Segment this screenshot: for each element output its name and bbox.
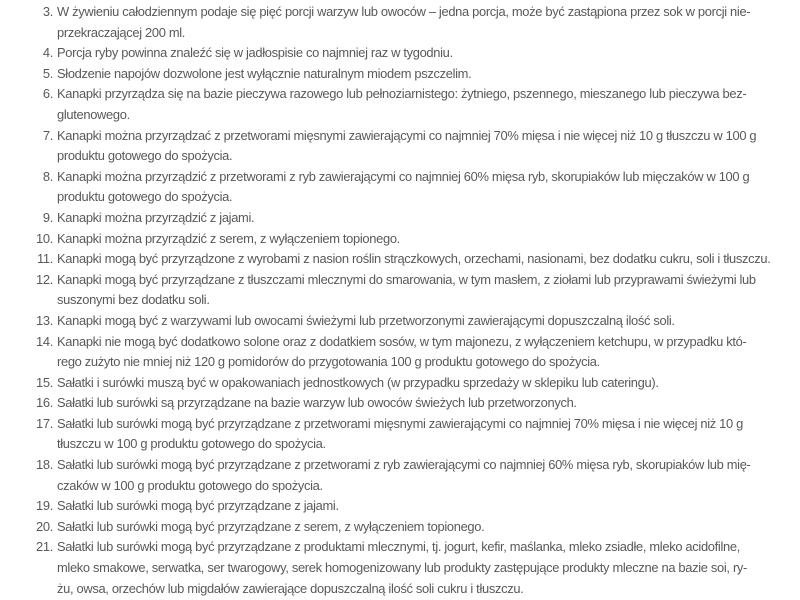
item-line: Kanapki nie mogą być dodatkowo solone oraz z dodatkiem sosów, w tym majonezu, z wyłączeniem ketchupu, w przypadku któ-: [57, 333, 747, 349]
list-item: [29, 517, 800, 538]
item-line: Kanapki można przyrządzić z serem, z wyłączeniem topionego.: [57, 230, 400, 246]
item-line: Sałatki lub surówki mogą być przyrządzane z przetworami mięsnymi zawierającymi co najmniej 70% mięsa i nie więcej niż 10 g: [57, 415, 743, 431]
item-number: 6.: [42, 86, 53, 102]
list-item: [29, 455, 800, 496]
item-line: mleko smakowe, serwatka, ser twarogowy, serek homogenizowany lub produkty zastępujące produkty mleczne na bazie soi, ry-: [57, 560, 748, 576]
item-line: czaków w 100 g produktu gotowego do spożycia.: [57, 477, 323, 493]
item-number: 13.: [36, 312, 53, 328]
item-line: Słodzenie napojów dozwolone jest wyłącznie naturalnym miodem pszczelim.: [57, 65, 472, 81]
item-number: 5.: [42, 65, 53, 81]
item-lines: [57, 126, 800, 167]
item-number: 12.: [36, 271, 53, 287]
item-line: Sałatki i surówki muszą być w opakowaniach jednostkowych (w przypadku sprzedaży w sklepiku lub cateringu).: [57, 374, 659, 390]
item-lines: [57, 249, 800, 270]
item-line: W żywieniu całodziennym podaje się pięć porcji warzyw lub owoców – jedna porcja, może być zastąpiona przez sok w porcji nie-: [57, 4, 751, 19]
list-item: [29, 414, 800, 455]
item-line: produktu gotowego do spożycia.: [57, 189, 233, 205]
list-item: [29, 208, 800, 229]
item-lines: [57, 84, 800, 125]
item-line: Kanapki mogą być przyrządzone z wyrobami z nasion roślin strączkowych, orzechami, nasionami, bez dodatku cukru, soli i tłuszczu.: [57, 251, 771, 267]
item-lines: [57, 373, 800, 394]
item-number: 18.: [36, 457, 53, 473]
list-item: [29, 167, 800, 208]
item-number: 10.: [36, 230, 53, 246]
item-number: 8.: [42, 168, 53, 184]
item-line: suszonymi bez dodatku soli.: [57, 292, 210, 308]
list-item: [29, 43, 800, 64]
list-item: [29, 2, 800, 43]
list-item: [29, 126, 800, 167]
item-line: Sałatki lub surówki mogą być przyrządzane z serem, z wyłączeniem topionego.: [57, 518, 485, 534]
item-lines: [57, 208, 800, 229]
item-number: 20.: [36, 518, 53, 534]
item-line: Kanapki mogą być przyrządzane z tłuszczami mlecznymi do smarowania, w tym masłem, z ziołami lub przyprawami świeżymi lub: [57, 271, 756, 287]
item-number: 9.: [42, 209, 53, 225]
item-lines: [57, 229, 800, 250]
item-lines: [57, 64, 800, 85]
item-number: 11.: [36, 251, 53, 267]
item-line: Sałatki lub surówki mogą być przyrządzane z jajami.: [57, 498, 339, 514]
list-item: [29, 249, 800, 270]
item-line: przekraczającej 200 ml.: [57, 24, 186, 40]
numbered-list: [29, 2, 800, 599]
list-item: [29, 393, 800, 414]
item-lines: [57, 332, 800, 373]
item-line: produktu gotowego do spożycia.: [57, 148, 233, 164]
item-number: 17.: [36, 415, 53, 431]
item-line: Porcja ryby powinna znaleźć się w jadłospisie co najmniej raz w tygodniu.: [57, 45, 453, 61]
list-item: [29, 64, 800, 85]
list-item: [29, 496, 800, 517]
item-number: 7.: [42, 127, 53, 143]
item-line: Sałatki lub surówki mogą być przyrządzane z produktami mlecznymi, tj. jogurt, kefir, maślanka, mleko zsiadłe, mleko acidofilne,: [57, 539, 740, 555]
list-item: [29, 229, 800, 250]
item-line: glutenowego.: [57, 106, 130, 122]
list-item: [29, 270, 800, 311]
item-line: Kanapki można przyrządzić z przetworami z ryb zawierającymi co najmniej 60% mięsa ryb, skorupiaków lub mięczaków w 100 g: [57, 168, 750, 184]
item-line: Sałatki lub surówki mogą być przyrządzane z przetworami z ryb zawierającymi co najmniej 60% mięsa ryb, skorupiaków lub mię-: [57, 457, 751, 473]
item-lines: [57, 517, 800, 538]
item-number: 16.: [36, 395, 53, 411]
item-lines: [57, 311, 800, 332]
item-line: Kanapki można przyrządzić z jajami.: [57, 209, 255, 225]
item-number: 19.: [36, 498, 53, 514]
item-line: Kanapki można przyrządzać z przetworami mięsnymi zawierającymi co najmniej 70% mięsa i nie więcej niż 10 g tłuszczu w 100 g: [57, 127, 757, 143]
item-lines: [57, 537, 800, 599]
item-line: tłuszczu w 100 g produktu gotowego do spożycia.: [57, 436, 326, 452]
item-lines: [57, 270, 800, 311]
item-lines: [57, 414, 800, 455]
item-number: 4.: [42, 45, 53, 61]
list-item: [29, 537, 800, 599]
item-line: żu, owsa, orzechów lub migdałów zawierające dopuszczalną ilość soli cukru i tłuszczu.: [57, 580, 524, 596]
list-item: [29, 84, 800, 125]
item-lines: [57, 455, 800, 496]
item-number: 15.: [36, 374, 53, 390]
item-line: Kanapki mogą być z warzywami lub owocami świeżymi lub przetworzonymi zawierającymi dopuszczalną ilość soli.: [57, 312, 675, 328]
item-lines: [57, 43, 800, 64]
item-number: 14.: [36, 333, 53, 349]
item-lines: [57, 167, 800, 208]
item-lines: [57, 496, 800, 517]
item-lines: [57, 393, 800, 414]
item-number: 21.: [36, 539, 53, 555]
item-lines: [57, 2, 800, 43]
item-line: rego zużyto nie mniej niż 120 g pomidorów do przygotowania 100 g produktu gotowego do spożycia.: [57, 354, 600, 370]
list-item: [29, 332, 800, 373]
list-item: [29, 311, 800, 332]
item-line: Kanapki przyrządza się na bazie pieczywa razowego lub pełnoziarnistego: żytniego, pszennego, mieszanego lub pieczywa bez-: [57, 86, 747, 102]
item-line: Sałatki lub surówki są przyrządzane na bazie warzyw lub owoców świeżych lub przetworzonych.: [57, 395, 577, 411]
item-number: 3.: [42, 4, 53, 19]
list-item: [29, 373, 800, 394]
